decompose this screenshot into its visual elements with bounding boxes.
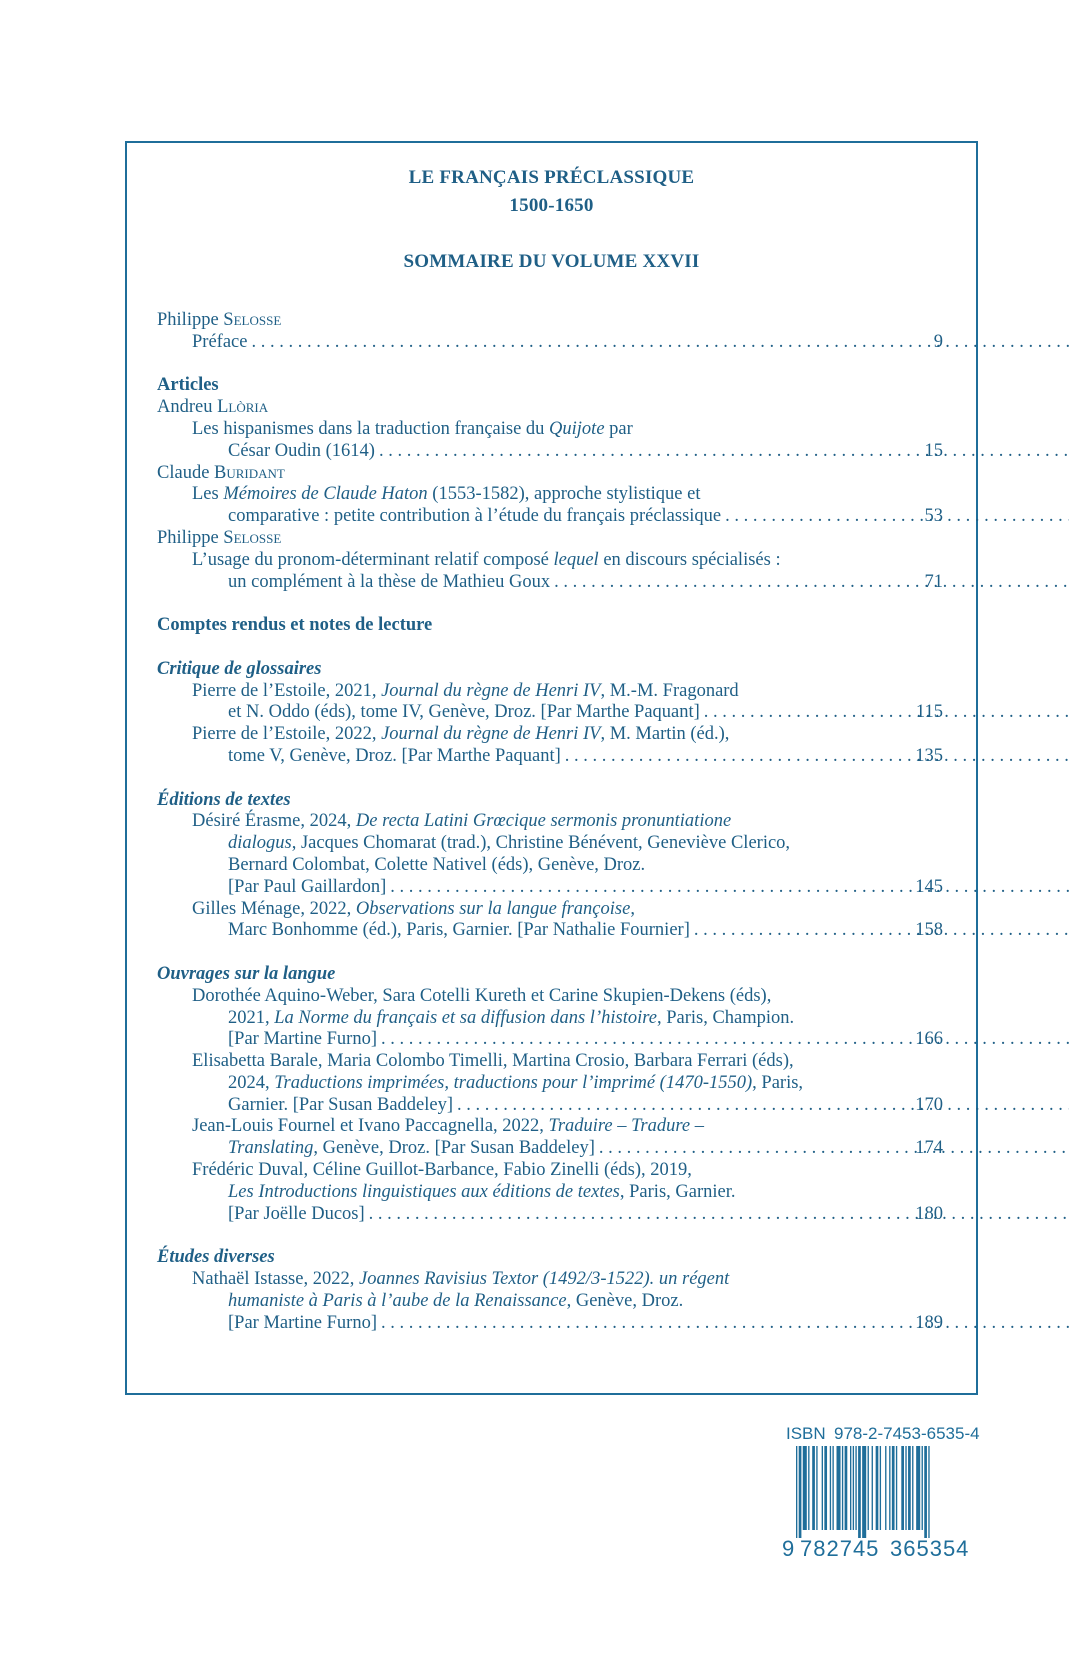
barcode-bar (842, 1446, 843, 1530)
toc-entry[interactable]: un complément à la thèse de Mathieu Goux . . . 71 (157, 572, 943, 594)
barcode-bar (908, 1446, 911, 1530)
barcode-bar (832, 1446, 833, 1530)
barcode-bar (799, 1446, 802, 1538)
barcode-bar (885, 1446, 886, 1530)
subsection-heading: Critique de glossaires (157, 658, 322, 679)
isbn-number: 978-2-7453-6535-4 (834, 1424, 980, 1443)
subsection-heading: Ouvrages sur la langue (157, 963, 336, 984)
page-number: 9 (933, 331, 943, 352)
leader-dots (369, 1204, 1069, 1226)
barcode-bar (845, 1446, 848, 1530)
page-number: 189 (915, 1312, 943, 1333)
barcode-bar (872, 1446, 873, 1530)
barcode-digits-right: 365354 (890, 1536, 970, 1561)
leader-dots (251, 332, 1069, 354)
page-number: 174 (915, 1138, 943, 1159)
toc-entry-title: L’usage du pronom-déterminant relatif composé lequel en discours spécialisés : (192, 549, 781, 570)
page-number: 115 (915, 702, 943, 723)
barcode-digit-first: 9 (782, 1536, 795, 1561)
barcode-bar (896, 1446, 897, 1530)
toc-entry-title: Bernard Colombat, Colette Nativel (éds), Genève, Droz. (228, 854, 646, 875)
barcode-bar (796, 1446, 797, 1538)
barcode-bar (812, 1446, 815, 1530)
toc-entry[interactable]: Garnier. [Par Susan Baddeley] . . . 170 (157, 1095, 943, 1117)
barcode-bar (837, 1446, 841, 1530)
toc-entry[interactable]: César Oudin (1614) . . . 15 (157, 441, 943, 463)
page-number: 15 (924, 440, 943, 461)
toc-entry-title: Nathaël Istasse, 2022, Joannes Ravisius Textor (1492/3-1522). un régent (192, 1269, 730, 1290)
barcode-bar (928, 1446, 929, 1538)
page-number: 145 (915, 876, 943, 897)
barcode-bar (853, 1446, 854, 1530)
subsection-heading: Éditions de textes (157, 789, 291, 810)
toc-entry-title: Désiré Érasme, 2024, De recta Latini Grœcique sermonis pronuntiatione (192, 811, 732, 832)
barcode-bar (830, 1446, 831, 1530)
barcode-bar (808, 1446, 809, 1530)
leader-dots (381, 1029, 1069, 1051)
barcode-bar (889, 1446, 890, 1530)
toc-entry-title: Elisabetta Barale, Maria Colombo Timelli, Martina Crosio, Barbara Ferrari (éds), (192, 1051, 794, 1072)
page-number: 71 (924, 571, 943, 592)
toc-entry-title: Pierre de l’Estoile, 2021, Journal du règne de Henri IV, M.-M. Fragonard (192, 680, 739, 701)
leader-dots (390, 877, 1069, 899)
barcode-bars (796, 1446, 930, 1538)
toc-entry-title: 2021, La Norme du français et sa diffusion dans l’histoire, Paris, Champion. (228, 1007, 795, 1028)
toc-entry[interactable]: [Par Paul Gaillardon] . . . 145 (157, 877, 943, 899)
barcode-bar (905, 1446, 906, 1530)
page-number: 158 (915, 920, 943, 941)
barcode-bar (876, 1446, 879, 1530)
leader-dots (694, 920, 1069, 942)
toc-entry-title: Dorothée Aquino-Weber, Sara Cotelli Kureth et Carine Skupien-Dekens (éds), (192, 985, 772, 1006)
toc-entry-title: Frédéric Duval, Céline Guillot-Barbance, Fabio Zinelli (éds), 2019, (192, 1160, 692, 1181)
barcode-bar (901, 1446, 904, 1530)
barcode-bar (822, 1446, 823, 1530)
barcode-bar (858, 1446, 861, 1538)
toc-entry[interactable]: Préface . . . 9 (157, 332, 943, 354)
toc-author: Andreu Llòria (157, 397, 269, 418)
toc-entry[interactable]: Marc Bonhomme (éd.), Paris, Garnier. [Par Nathalie Fournier] . . . 158 (157, 920, 943, 942)
leader-dots (457, 1095, 1069, 1117)
barcode-bar (916, 1446, 920, 1530)
barcode-bar (824, 1446, 827, 1530)
barcode-bar (892, 1446, 895, 1530)
toc-entry-title: dialogus, Jacques Chomarat (trad.), Christine Bénévent, Geneviève Clerico, (228, 833, 791, 854)
table-of-contents (157, 310, 943, 1334)
contents-frame (125, 141, 978, 1395)
subsection-heading: Études diverses (157, 1247, 275, 1268)
toc-author: Philippe Selosse (157, 527, 282, 548)
toc-entry-title: Pierre de l’Estoile, 2022, Journal du règne de Henri IV, M. Martin (éd.), (192, 724, 730, 745)
page-number: 180 (915, 1203, 943, 1224)
toc-entry-title: Les Introductions linguistiques aux éditions de textes, Paris, Garnier. (228, 1181, 736, 1202)
toc-entry[interactable]: Translating, Genève, Droz. [Par Susan Baddeley] . . . 174 (157, 1138, 943, 1160)
barcode-bar (862, 1446, 866, 1538)
page-number: 135 (915, 745, 943, 766)
toc-entry[interactable]: [Par Martine Furno] . . . 166 (157, 1029, 943, 1051)
barcode-bar (816, 1446, 817, 1530)
toc-entry-title: Les hispanismes dans la traduction française du Quijote par (192, 418, 633, 439)
toc-entry[interactable]: tome V, Genève, Droz. [Par Marthe Paquant] . . . 135 (157, 746, 943, 768)
page-number: 166 (915, 1029, 943, 1050)
toc-entry[interactable]: [Par Joëlle Ducos] . . . 180 (157, 1204, 943, 1226)
toc-entry-title: Jean-Louis Fournel et Ivano Paccagnella, 2022, Traduire – Tradure – (192, 1116, 704, 1137)
toc-entry-title: humaniste à Paris à l’aube de la Renaissance, Genève, Droz. (228, 1290, 684, 1311)
barcode-bar (912, 1446, 913, 1530)
section-heading: Comptes rendus et notes de lecture (157, 615, 433, 636)
barcode-bar (855, 1446, 856, 1530)
journal-title: LE FRANÇAIS PRÉCLASSIQUE (408, 167, 695, 188)
volume-summary-title: SOMMAIRE DU VOLUME XXVII (403, 251, 700, 272)
isbn-barcode (782, 1422, 980, 1562)
toc-author: Philippe Selosse (157, 310, 282, 330)
barcode-bar (850, 1446, 851, 1530)
leader-dots (725, 506, 1069, 528)
leader-dots (381, 1313, 1069, 1335)
leader-dots (599, 1138, 1069, 1160)
isbn-label: ISBN (786, 1424, 826, 1443)
toc-entry[interactable]: comparative : petite contribution à l’étude du français préclassique . . . 53 (157, 506, 943, 528)
leader-dots (379, 441, 1069, 463)
toc-entry-title: 2024, Traductions imprimées, traductions pour l’imprimé (1470-1550), Paris, (228, 1072, 804, 1093)
toc-entry-title: Les Mémoires de Claude Haton (1553-1582), approche stylistique et (192, 484, 701, 505)
barcode-bar (880, 1446, 881, 1530)
toc-entry-title: Gilles Ménage, 2022, Observations sur la langue françoise, (192, 898, 635, 919)
leader-dots (565, 746, 1069, 768)
toc-entry[interactable]: et N. Oddo (éds), tome IV, Genève, Droz. [Par Marthe Paquant] . . . 115 (157, 702, 943, 724)
barcode-digits-left: 782745 (800, 1536, 880, 1561)
toc-author: Claude Buridant (157, 462, 285, 483)
barcode-bar (922, 1446, 923, 1530)
barcode-bar (924, 1446, 927, 1538)
leader-dots (554, 572, 1069, 594)
page-number: 170 (915, 1094, 943, 1115)
leader-dots (704, 702, 1069, 724)
toc-entry[interactable]: [Par Martine Furno] . . . 189 (157, 1313, 943, 1335)
page-number: 53 (924, 506, 943, 527)
journal-years: 1500-1650 (509, 195, 594, 216)
barcode-bar (803, 1446, 807, 1530)
barcode-bar (868, 1446, 869, 1530)
section-heading: Articles (157, 375, 219, 396)
